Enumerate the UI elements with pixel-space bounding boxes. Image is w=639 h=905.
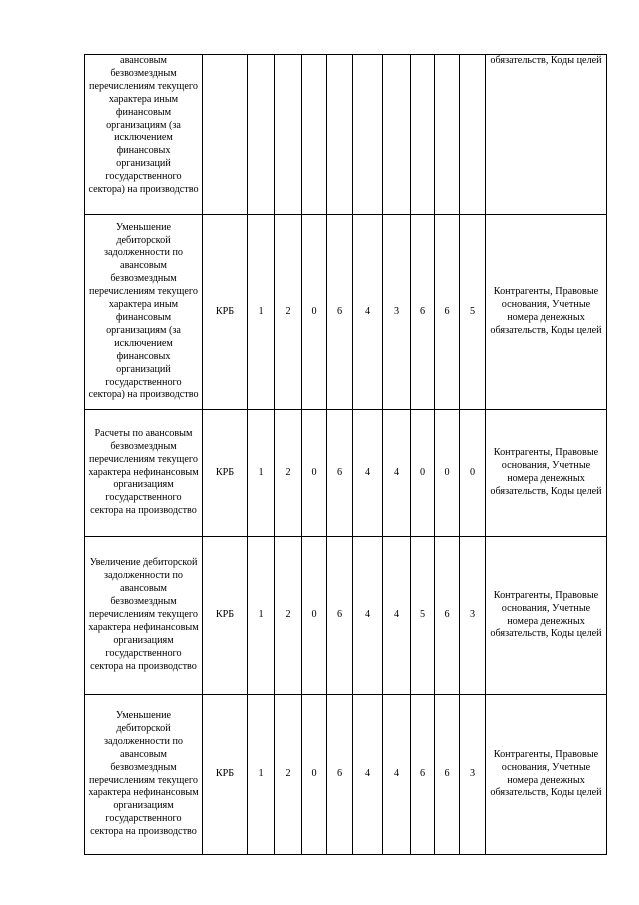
account-digit-cell-text: 1	[258, 466, 264, 478]
account-digit-cell	[327, 695, 353, 855]
account-digit-cell	[275, 695, 302, 855]
account-digit-cell-text: 0	[311, 768, 317, 780]
account-digit-cell	[411, 55, 435, 215]
account-name-cell-text: Уменьшение дебиторской задолженности по авансовым безвозмездным перечислениям текущего характера нефинансовым организациям государственного сектора на производство	[88, 709, 199, 838]
table-row	[85, 695, 607, 855]
account-digit-cell	[275, 215, 302, 410]
account-name-cell	[85, 537, 203, 695]
account-digit-cell	[248, 410, 275, 537]
account-digit-cell	[327, 215, 353, 410]
account-digit-cell	[383, 55, 411, 215]
account-digit-cell	[460, 55, 486, 215]
account-digit-cell-text: 3	[393, 305, 400, 317]
analytics-cell-text: Контрагенты, Правовые основания, Учетные номера денежных обязательств, Коды целей	[490, 589, 602, 640]
account-digit-cell-text: 1	[258, 768, 264, 780]
chart-of-accounts-table	[84, 54, 607, 855]
account-digit-cell	[411, 215, 435, 410]
account-digit-cell-text: 5	[419, 609, 426, 621]
account-digit-cell-text: 4	[364, 609, 371, 621]
account-digit-cell-text: 2	[285, 305, 291, 317]
account-digit-cell	[383, 695, 411, 855]
account-digit-cell-text: 6	[336, 609, 343, 621]
account-digit-cell	[460, 695, 486, 855]
account-digit-cell-text: 0	[311, 609, 317, 621]
account-digit-cell-text: 0	[419, 466, 426, 478]
account-digit-cell	[411, 695, 435, 855]
table-row	[85, 215, 607, 410]
analytics-cell-text: обязательств, Коды целей	[490, 55, 602, 66]
account-digit-cell-text: 3	[469, 768, 476, 780]
account-digit-cell-text: 6	[444, 768, 450, 780]
kfo-cell	[203, 55, 248, 215]
account-digit-cell	[460, 410, 486, 537]
account-digit-cell-text: 6	[336, 768, 343, 780]
account-digit-cell-text: 5	[469, 305, 476, 317]
analytics-cell	[486, 695, 607, 855]
account-digit-cell-text: 0	[469, 466, 476, 478]
account-digit-cell	[353, 695, 383, 855]
account-digit-cell-text: 4	[364, 466, 371, 478]
account-digit-cell	[383, 410, 411, 537]
account-digit-cell-text: 6	[444, 609, 450, 621]
kfo-cell	[203, 410, 248, 537]
account-digit-cell	[302, 537, 327, 695]
account-digit-cell	[275, 410, 302, 537]
analytics-cell-text: Контрагенты, Правовые основания, Учетные номера денежных обязательств, Коды целей	[490, 748, 602, 799]
account-digit-cell	[302, 695, 327, 855]
account-digit-cell	[435, 215, 460, 410]
kfo-cell	[203, 537, 248, 695]
analytics-cell	[486, 215, 607, 410]
kfo-cell	[203, 215, 248, 410]
account-digit-cell-text: 4	[364, 768, 371, 780]
account-name-cell-text: Уменьшение дебиторской задолженности по авансовым безвозмездным перечислениям текущего характера иным финансовым организациям (за исключением финансовых организаций государственного сектора) на производство	[88, 221, 199, 401]
analytics-cell	[486, 537, 607, 695]
account-digit-cell	[248, 215, 275, 410]
account-digit-cell	[435, 55, 460, 215]
account-digit-cell-text: 6	[419, 768, 426, 780]
account-digit-cell	[302, 55, 327, 215]
account-name-cell	[85, 695, 203, 855]
kfo-cell	[203, 695, 248, 855]
table-row	[85, 410, 607, 537]
account-digit-cell-text: 4	[393, 768, 400, 780]
account-digit-cell	[435, 537, 460, 695]
account-digit-cell	[435, 410, 460, 537]
account-digit-cell-text: 0	[311, 466, 317, 478]
account-digit-cell	[383, 215, 411, 410]
account-digit-cell-text: 2	[285, 609, 291, 621]
account-name-cell-text: авансовым безвозмездным перечислениям текущего характера иным финансовым организациям (за исключением финансовых организаций государственного сектора) на производство	[88, 55, 199, 196]
account-digit-cell	[327, 55, 353, 215]
account-digit-cell-text: 6	[336, 466, 343, 478]
account-digit-cell	[302, 215, 327, 410]
account-digit-cell	[275, 537, 302, 695]
analytics-cell	[486, 55, 607, 215]
account-digit-cell-text: 4	[393, 466, 400, 478]
account-digit-cell	[275, 55, 302, 215]
account-digit-cell	[411, 410, 435, 537]
account-digit-cell-text: 0	[444, 466, 450, 478]
account-digit-cell-text: 2	[285, 768, 291, 780]
account-digit-cell-text: 6	[419, 305, 426, 317]
account-digit-cell	[248, 537, 275, 695]
account-digit-cell	[353, 215, 383, 410]
account-digit-cell	[460, 215, 486, 410]
account-digit-cell-text: 6	[336, 305, 343, 317]
account-digit-cell	[411, 537, 435, 695]
analytics-cell	[486, 410, 607, 537]
account-digit-cell-text: 6	[444, 305, 450, 317]
kfo-cell-text: КРБ	[215, 768, 235, 780]
analytics-cell-text: Контрагенты, Правовые основания, Учетные номера денежных обязательств, Коды целей	[490, 286, 602, 336]
account-digit-cell	[353, 410, 383, 537]
account-name-cell-text: Увеличение дебиторской задолженности по авансовым безвозмездным перечислениям текущего характера нефинансовым организациям государственного сектора на производство	[88, 557, 199, 672]
kfo-cell-text: КРБ	[215, 305, 235, 317]
account-digit-cell-text: 1	[258, 609, 264, 621]
account-digit-cell-text: 3	[469, 609, 476, 621]
account-name-cell-text: Расчеты по авансовым безвозмездным перечислениям текущего характера нефинансовым организациям государственного сектора на производство	[88, 427, 199, 517]
account-digit-cell-text: 1	[258, 305, 264, 317]
account-digit-cell	[327, 410, 353, 537]
account-digit-cell-text: 4	[393, 609, 400, 621]
account-digit-cell	[435, 695, 460, 855]
account-name-cell	[85, 410, 203, 537]
account-name-cell	[85, 55, 203, 215]
kfo-cell-text: КРБ	[215, 466, 235, 478]
account-digit-cell	[327, 537, 353, 695]
account-digit-cell-text: 4	[364, 305, 371, 317]
account-digit-cell	[353, 537, 383, 695]
account-digit-cell	[353, 55, 383, 215]
account-digit-cell-text: 2	[285, 466, 291, 478]
account-digit-cell	[460, 537, 486, 695]
account-digit-cell	[302, 410, 327, 537]
kfo-cell-text: КРБ	[215, 609, 235, 621]
table-row	[85, 55, 607, 215]
table-row	[85, 537, 607, 695]
account-digit-cell	[383, 537, 411, 695]
analytics-cell-text: Контрагенты, Правовые основания, Учетные номера денежных обязательств, Коды целей	[490, 447, 602, 497]
table-body	[85, 55, 607, 855]
account-name-cell	[85, 215, 203, 410]
account-digit-cell-text: 0	[311, 305, 317, 317]
account-digit-cell	[248, 695, 275, 855]
account-digit-cell	[248, 55, 275, 215]
